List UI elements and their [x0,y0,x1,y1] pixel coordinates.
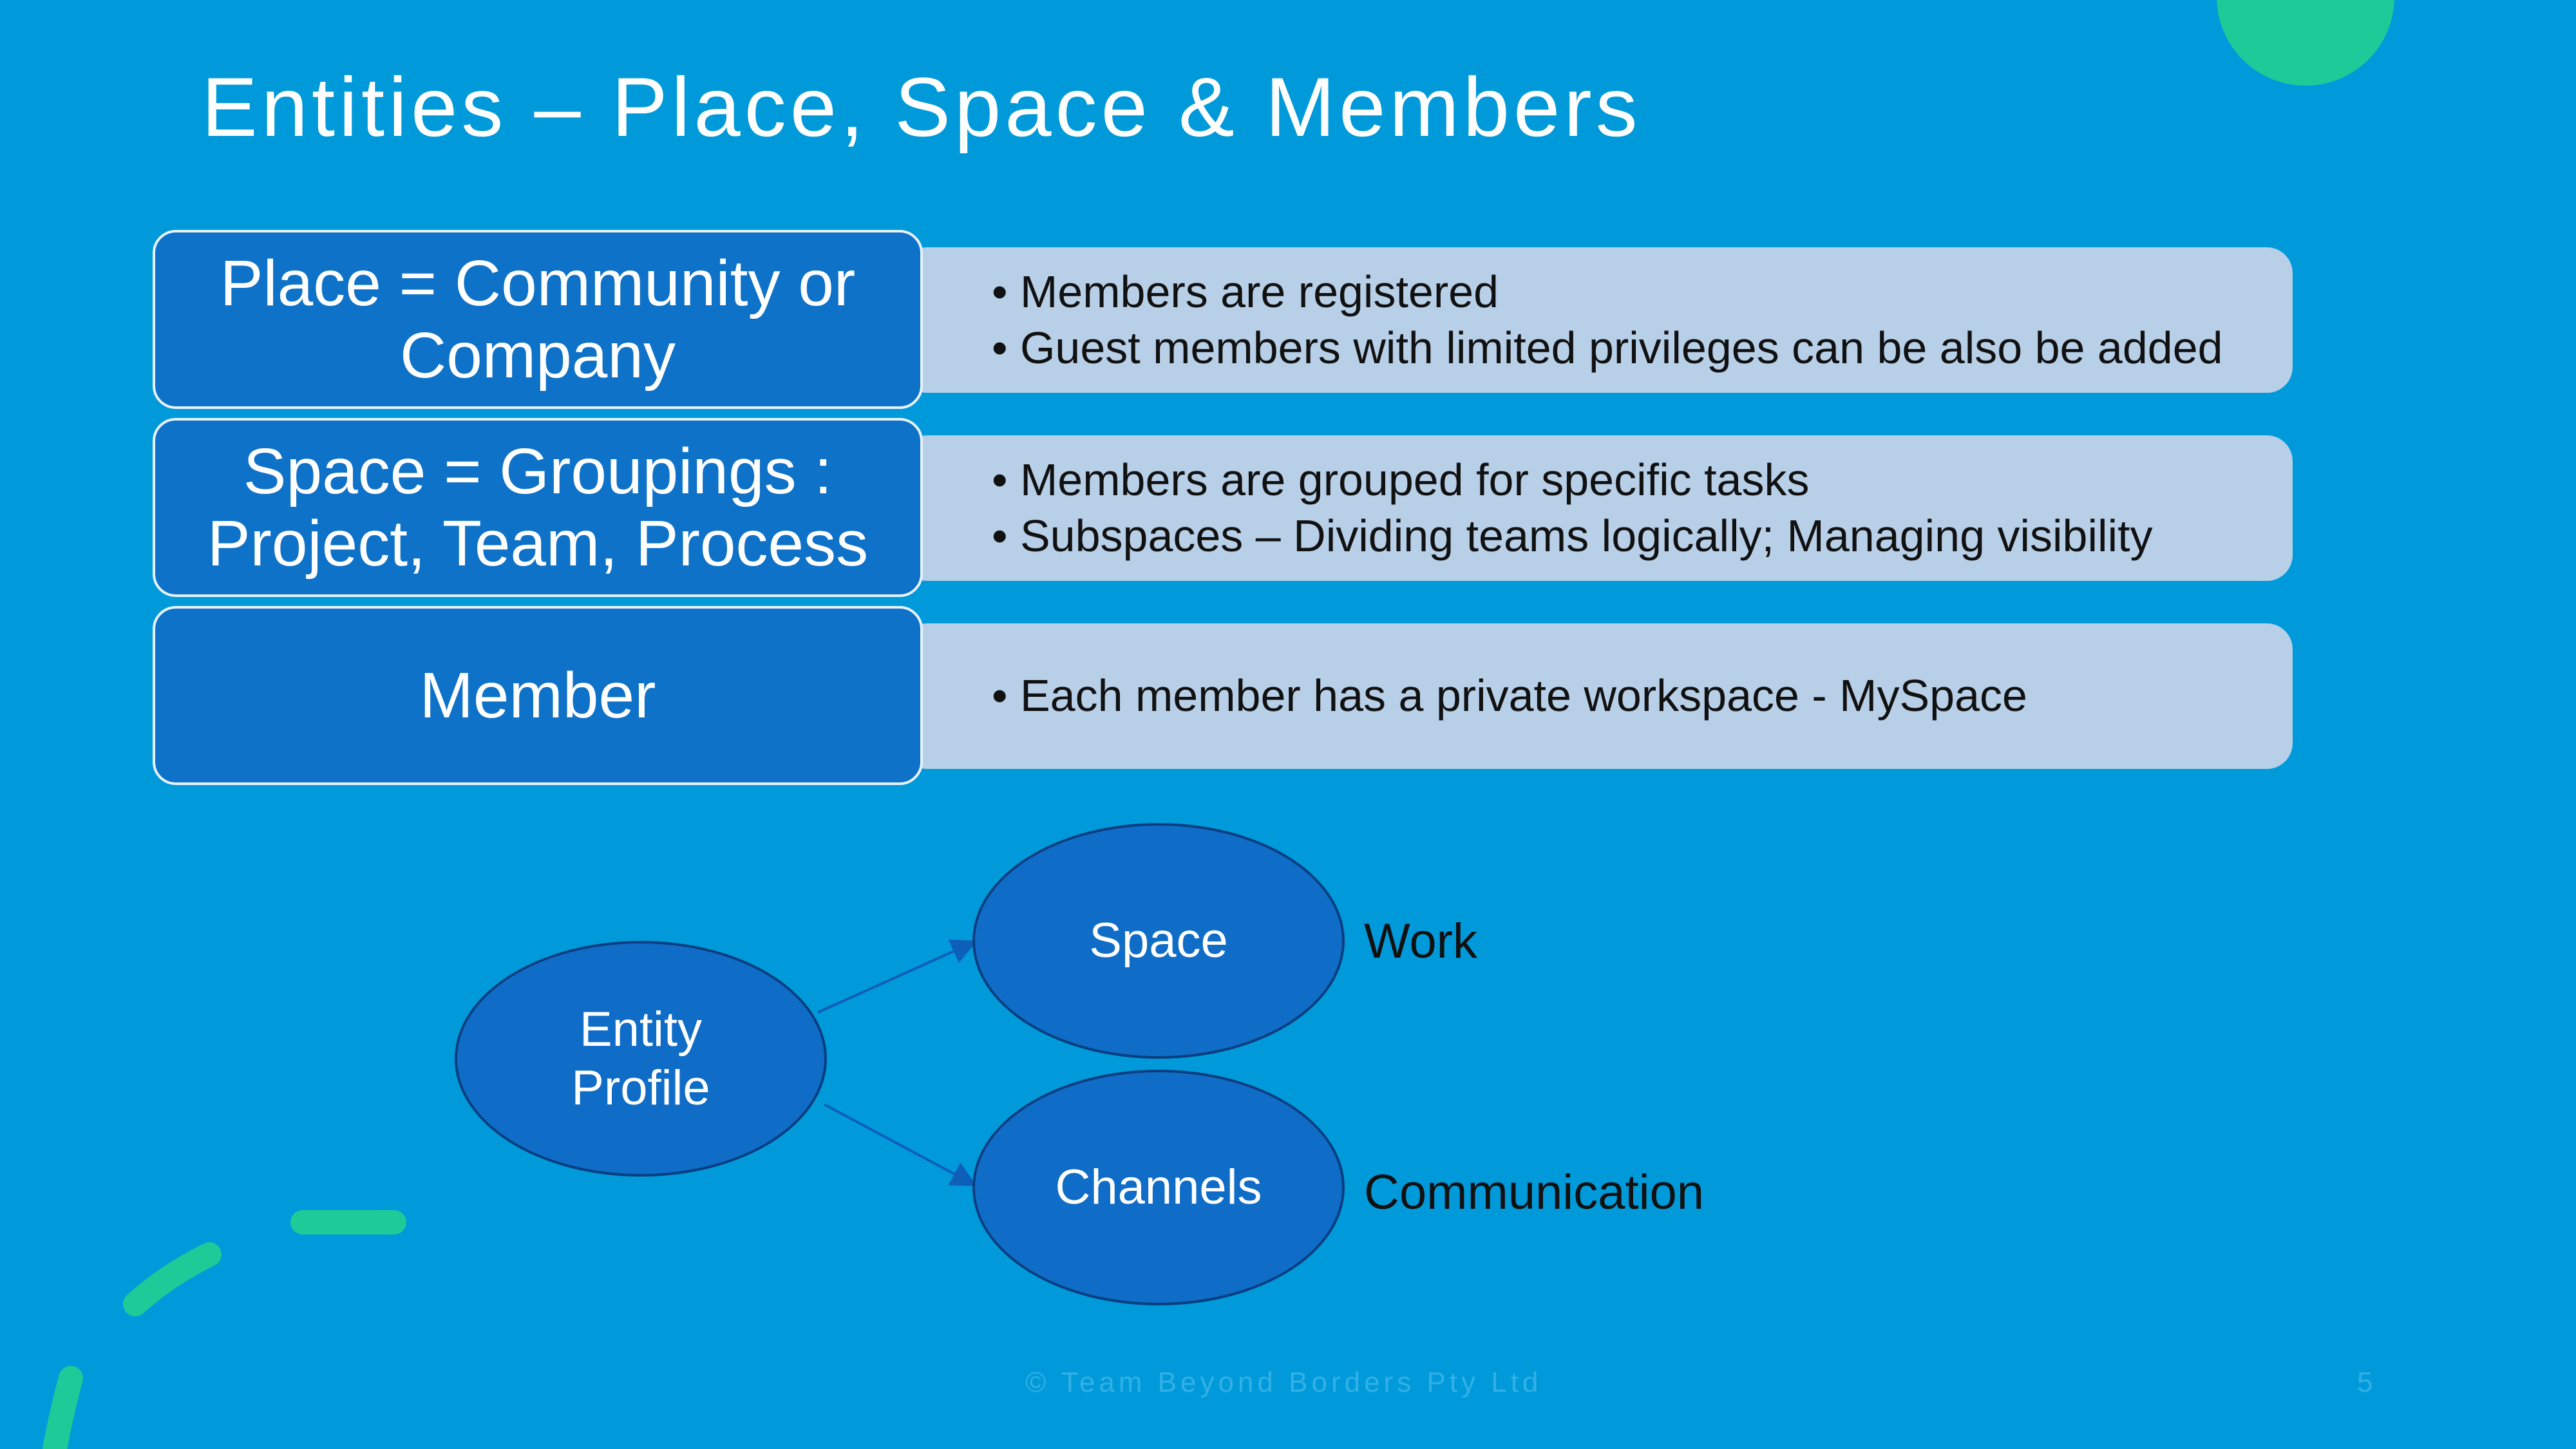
member-heading-box [153,606,923,785]
work-annotation: Work [1364,914,1477,969]
space-details [902,435,2293,581]
decor-green-circle [2217,0,2394,86]
place-bullet-2: • Guest members with limited privileges can be also be added [992,320,2293,377]
member-details [902,623,2293,769]
space-bullet-2: • Subspaces – Dividing teams logically; Managing visibility [992,508,2293,565]
footer-copyright: © Team Beyond Borders Pty Ltd [1025,1367,1542,1398]
slide-number: 5 [2357,1367,2377,1398]
space-heading: Space = Groupings : Project, Team, Process [207,435,869,580]
channels-node-label: Channels [1055,1160,1262,1215]
member-heading: Member [419,659,656,732]
channels-node [972,1070,1345,1305]
arrow-to-channels [824,1104,972,1184]
entity-profile-label: Entity Profile [571,1001,710,1115]
place-heading-box [153,230,923,409]
place-heading: Place = Community or Company [220,247,856,392]
space-bullet-1: • Members are grouped for specific tasks [992,452,2293,509]
decor-dash-3 [55,1378,71,1449]
arrow-to-space [818,943,972,1012]
communication-annotation: Communication [1364,1165,1704,1220]
member-bullet-1: • Each member has a private workspace - MySpace [992,668,2293,724]
decor-dash-2 [135,1255,209,1304]
entity-profile-node [455,941,827,1177]
place-bullet-1: • Members are registered [992,264,2293,321]
place-details [902,247,2293,393]
space-heading-box [153,418,923,597]
slide-title: Entities – Place, Space & Members [202,60,1642,154]
space-node-label: Space [1089,913,1228,969]
space-node [972,823,1345,1059]
